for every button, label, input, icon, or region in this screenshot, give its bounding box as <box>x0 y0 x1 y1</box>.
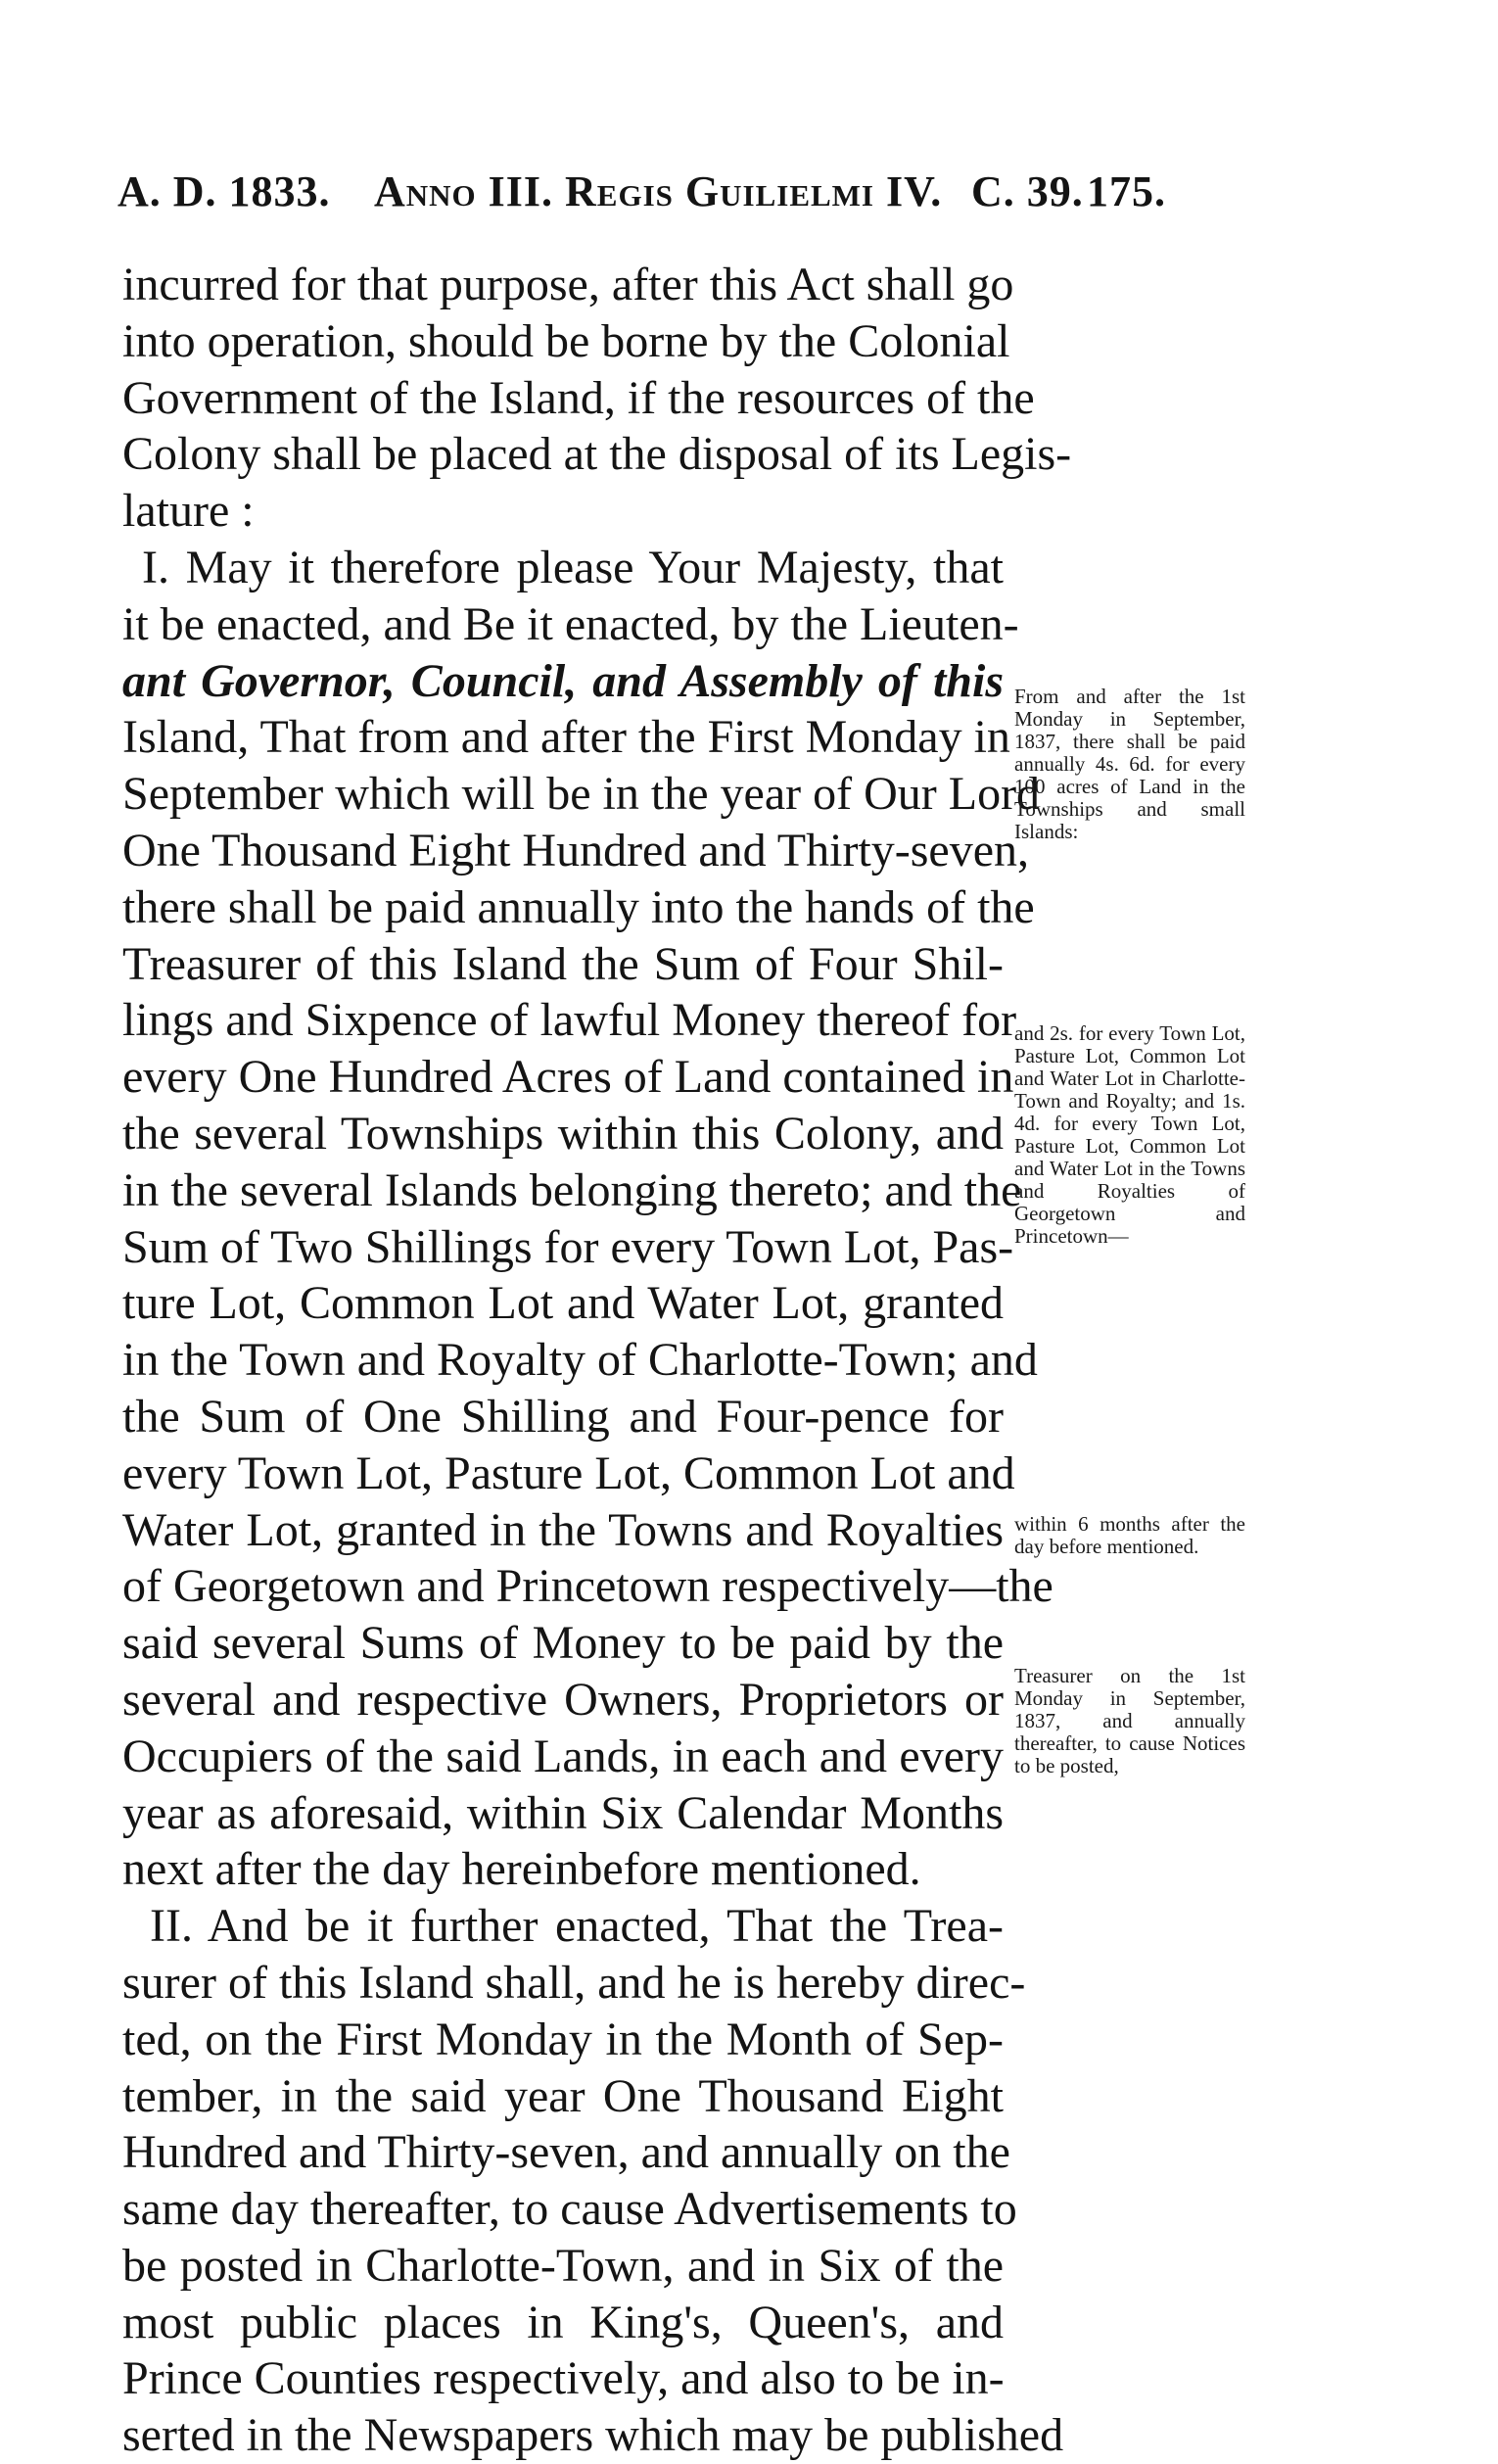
text-line: Prince Counties respectively, and also to be in- <box>122 2352 1005 2405</box>
text-line: be posted in Charlotte-Town, and in Six of the <box>122 2239 1004 2292</box>
text-line: ant Governor, Council, and Assembly of this <box>122 654 1004 707</box>
text-line: Water Lot, granted in the Towns and Royalties <box>122 1503 1004 1556</box>
text-line: serted in the Newspapers which may be published <box>122 2409 1064 2462</box>
margin-note: within 6 months after the day before mentioned. <box>1014 1512 1245 1558</box>
text-line: every One Hundred Acres of Land contained in <box>122 1051 1014 1104</box>
margin-note: and 2s. for every Town Lot, Pasture Lot, Common Lot and Water Lot in Charlotte-Town and Royalty; and 1s. 4d. for every Town Lot, Pasture Lot, Common Lot and Water Lot in the Towns and Royalties of Georgetown and Princetown— <box>1014 1021 1245 1248</box>
text-line: it be enacted, and Be it enacted, by the Lieuten- <box>122 597 1019 650</box>
text-line: ture Lot, Common Lot and Water Lot, granted <box>122 1277 1004 1330</box>
text-line: Colony shall be placed at the disposal of its Legis- <box>122 428 1072 481</box>
text-line: into operation, should be borne by the Colonial <box>122 314 1010 367</box>
text-line: Island, That from and after the First Monday in <box>122 711 1010 764</box>
text-line: surer of this Island shall, and he is hereby direc- <box>122 1956 1026 2009</box>
text-line: of Georgetown and Princetown respectively—the <box>122 1560 1053 1613</box>
header-year: A. D. 1833. <box>117 167 331 215</box>
text-line: ted, on the First Monday in the Month of Sep- <box>122 2013 1004 2065</box>
text-line: most public places in King's, Queen's, and <box>122 2296 1004 2348</box>
text-line: every Town Lot, Pasture Lot, Common Lot and <box>122 1446 1015 1499</box>
text-line: lature : <box>122 485 255 538</box>
text-line: September which will be in the year of Our Lord <box>122 768 1041 821</box>
text-line: I. May it therefore please Your Majesty, that <box>142 541 1004 593</box>
text-line: said several Sums of Money to be paid by the <box>122 1617 1004 1670</box>
page-number: 175. <box>1087 167 1166 215</box>
text-line: II. And be it further enacted, That the Trea- <box>150 1900 1004 1953</box>
text-line: Government of the Island, if the resources of the <box>122 371 1035 424</box>
text-line: the several Townships within this Colony, and <box>122 1107 1004 1160</box>
text-line: Sum of Two Shillings for every Town Lot, Pas- <box>122 1220 1014 1273</box>
running-header <box>117 166 1234 225</box>
text-line: One Thousand Eight Hundred and Thirty-seven, <box>122 824 1030 877</box>
header-regnal-year: Anno III. Regis Guilielmi IV. <box>374 167 943 215</box>
text-line: the Sum of One Shilling and Four-pence for <box>122 1390 1004 1443</box>
text-line: in the Town and Royalty of Charlotte-Town; and <box>122 1334 1038 1387</box>
text-line: Hundred and Thirty-seven, and annually on the <box>122 2126 1010 2179</box>
text-line: next after the day hereinbefore mentioned. <box>122 1843 921 1896</box>
text-line: there shall be paid annually into the hands of the <box>122 880 1035 933</box>
margin-note: From and after the 1st Monday in September, 1837, there shall be paid annually 4s. 6d. for every 100 acres of Land in the Townships and small Islands: <box>1014 685 1245 843</box>
text-line: tember, in the said year One Thousand Eight <box>122 2069 1004 2122</box>
main-text-column <box>122 257 1072 2464</box>
text-line: in the several Islands belonging thereto; and the <box>122 1163 1022 1216</box>
text-line: incurred for that purpose, after this Act shall go <box>122 259 1014 310</box>
margin-note: Treasurer on the 1st Monday in September, 1837, and annually thereafter, to cause Notices to be posted, <box>1014 1664 1245 1777</box>
text-line: lings and Sixpence of lawful Money thereof for <box>122 994 1017 1047</box>
text-line: same day thereafter, to cause Advertisements to <box>122 2183 1017 2236</box>
text-line: year as aforesaid, within Six Calendar Months <box>122 1786 1004 1839</box>
text-line: several and respective Owners, Proprietors or <box>122 1673 1004 1726</box>
text-line: Treasurer of this Island the Sum of Four Shil- <box>122 937 1004 990</box>
text-line: Occupiers of the said Lands, in each and every <box>122 1730 1004 1782</box>
header-chapter: C. 39. <box>971 167 1084 215</box>
